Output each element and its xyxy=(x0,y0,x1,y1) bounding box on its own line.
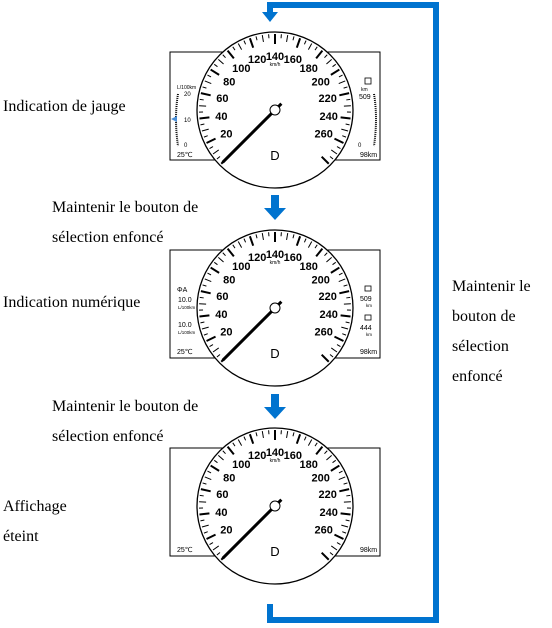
readout-unit: L/100km xyxy=(178,305,196,310)
dial-tick xyxy=(199,513,209,514)
speed-label: 220 xyxy=(318,290,337,303)
gauge-tick-0: 0 xyxy=(184,143,188,149)
odometer: 98km xyxy=(360,152,378,159)
speed-label: 240 xyxy=(319,309,338,322)
transition-label-2-line-2: sélection enfoncé xyxy=(52,428,164,445)
temperature: 25℃ xyxy=(177,349,193,356)
speedometer xyxy=(197,32,353,188)
trip-icon xyxy=(365,315,371,320)
loop-label-line-2: bouton de xyxy=(452,308,516,325)
speed-label: 200 xyxy=(311,472,330,485)
odometer: 98km xyxy=(360,349,378,356)
speed-label: 260 xyxy=(314,326,333,339)
needle-hub xyxy=(270,303,280,313)
range-unit: km xyxy=(361,87,368,93)
speed-unit: km/h xyxy=(269,260,281,266)
transition-label-1-line-2: sélection enfoncé xyxy=(52,229,164,246)
transition-label-2-line-1: Maintenir le bouton de xyxy=(52,398,199,415)
dial-tick xyxy=(199,315,209,316)
dial-tick xyxy=(346,99,350,100)
speed-unit: km/h xyxy=(269,62,281,68)
gear-indicator: D xyxy=(270,544,280,559)
readout-value: 10.0 xyxy=(178,322,192,329)
cluster-numeric-indication xyxy=(170,230,380,386)
speed-label: 40 xyxy=(215,111,228,124)
speed-label: 60 xyxy=(216,290,229,303)
fuel-economy-gauge xyxy=(171,85,196,149)
gauge-unit-label: L/100km xyxy=(177,85,197,91)
speed-label: 200 xyxy=(311,76,330,89)
right-readouts xyxy=(360,286,372,337)
gauge-tick-20: 20 xyxy=(184,92,191,98)
speed-label: 120 xyxy=(247,450,267,463)
speedometer xyxy=(197,230,353,386)
dial-tick xyxy=(346,495,350,496)
stage-label-off-line-2: éteint xyxy=(3,528,39,545)
speed-label: 20 xyxy=(220,524,233,537)
speed-label: 100 xyxy=(232,458,251,471)
gear-indicator: D xyxy=(270,346,280,361)
speed-label: 40 xyxy=(215,507,228,520)
transition-arrow-1 xyxy=(264,195,286,220)
speed-label: 160 xyxy=(283,54,303,67)
speed-label: 220 xyxy=(318,92,337,105)
needle-hub xyxy=(270,501,280,511)
dial-tick xyxy=(200,297,204,298)
speed-label: 100 xyxy=(232,62,251,75)
readout-marker: ΦA xyxy=(177,287,188,294)
fuel-pump-icon xyxy=(365,286,371,291)
speed-label: 140 xyxy=(265,249,285,261)
range-bottom: 0 xyxy=(358,143,362,149)
loop-label-line-3: sélection xyxy=(452,338,509,355)
readout-value: 444 xyxy=(360,325,372,332)
speedometer xyxy=(197,428,353,584)
speed-label: 140 xyxy=(265,51,285,63)
speed-label: 200 xyxy=(311,274,330,287)
stage-label-off-line-1: Affichage xyxy=(3,498,67,515)
readout-unit: km xyxy=(366,303,372,308)
dial-tick xyxy=(346,297,350,298)
transition-label-1-line-1: Maintenir le bouton de xyxy=(52,199,199,216)
gear-indicator: D xyxy=(270,148,280,163)
left-readouts xyxy=(177,287,196,335)
readout-unit: km xyxy=(366,332,372,337)
speed-label: 120 xyxy=(247,252,267,265)
cluster-display-off xyxy=(170,428,380,584)
speed-label: 180 xyxy=(299,62,318,75)
speed-label: 160 xyxy=(283,450,303,463)
dial-tick xyxy=(200,99,204,100)
dial-tick xyxy=(341,117,351,118)
dial-tick xyxy=(199,117,209,118)
speed-label: 20 xyxy=(220,128,233,141)
loop-arrow-head xyxy=(262,12,278,22)
speed-label: 180 xyxy=(299,458,318,471)
dial-tick xyxy=(341,513,351,514)
odometer: 98km xyxy=(360,547,378,554)
speed-label: 260 xyxy=(314,128,333,141)
speed-label: 80 xyxy=(223,76,236,89)
stage-label-numeric: Indication numérique xyxy=(3,294,141,311)
speed-label: 20 xyxy=(220,326,233,339)
speed-label: 60 xyxy=(216,488,229,501)
speed-label: 220 xyxy=(318,488,337,501)
loop-label-line-1: Maintenir le xyxy=(452,278,531,295)
needle-hub xyxy=(270,105,280,115)
speed-label: 120 xyxy=(247,54,267,67)
speed-label: 60 xyxy=(216,92,229,105)
speed-label: 180 xyxy=(299,260,318,273)
range-value: 509 xyxy=(359,94,371,101)
speed-label: 40 xyxy=(215,309,228,322)
dial-tick xyxy=(200,495,204,496)
gauge-tick-10: 10 xyxy=(184,118,191,124)
speed-label: 80 xyxy=(223,274,236,287)
speed-unit: km/h xyxy=(269,458,281,464)
readout-value: 509 xyxy=(360,296,372,303)
dial-tick xyxy=(341,315,351,316)
range-gauge xyxy=(358,78,376,149)
cluster-gauge-indication xyxy=(170,32,380,188)
speed-label: 80 xyxy=(223,472,236,485)
gauge-pointer-icon xyxy=(171,116,177,122)
fuel-pump-icon xyxy=(365,78,371,84)
readout-value: 10.0 xyxy=(178,297,192,304)
transition-arrow-2 xyxy=(264,394,286,419)
speed-label: 260 xyxy=(314,524,333,537)
speed-label: 160 xyxy=(283,252,303,265)
temperature: 25℃ xyxy=(177,152,193,159)
speed-label: 140 xyxy=(265,447,285,459)
temperature: 25℃ xyxy=(177,547,193,554)
readout-unit: L/100km xyxy=(178,330,196,335)
stage-label-gauge: Indication de jauge xyxy=(3,98,126,115)
speed-label: 240 xyxy=(319,507,338,520)
loop-label-line-4: enfoncé xyxy=(452,368,503,385)
speed-label: 240 xyxy=(319,111,338,124)
speed-label: 100 xyxy=(232,260,251,273)
